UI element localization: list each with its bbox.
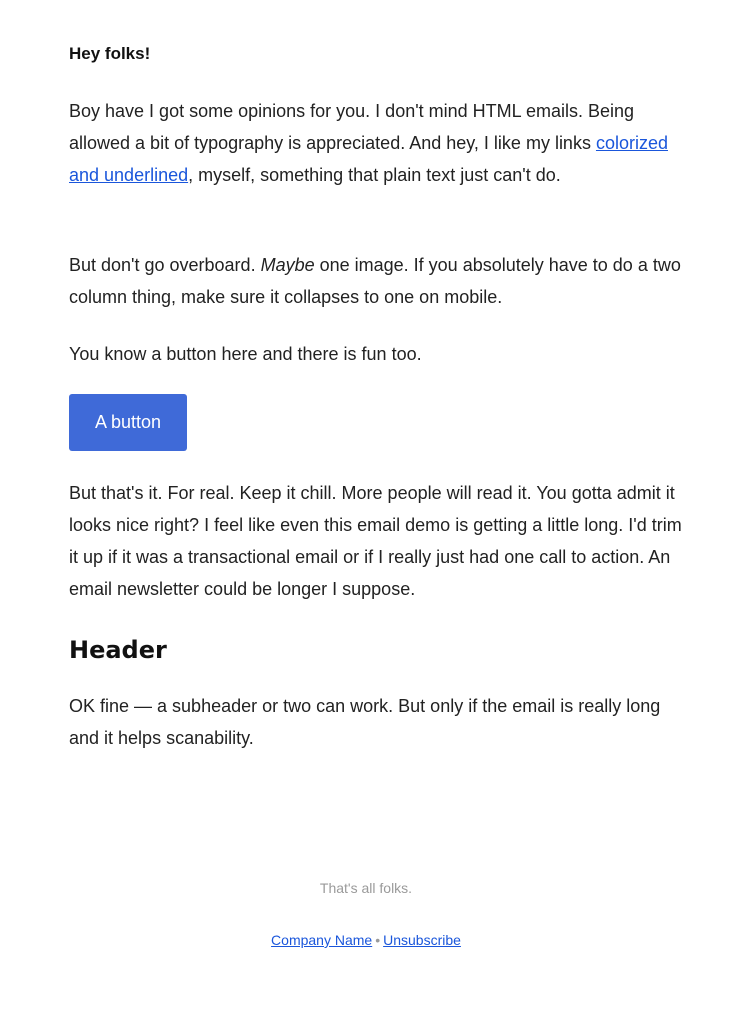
emphasis-text: Maybe xyxy=(260,255,315,275)
colorized-link[interactable]: colorized and underlined xyxy=(69,133,668,185)
paragraph-text: Boy have I got some opinions for you. I don't mind HTML emails. Being allowed a bit of typography is appreciated. And hey, I like my links xyxy=(69,101,635,153)
paragraph-text: , myself, something that plain text just can't do. xyxy=(188,165,561,185)
paragraph-button-intro: You know a button here and there is fun too. xyxy=(69,344,422,364)
paragraph-overboard xyxy=(69,249,689,313)
subheader: Header xyxy=(69,636,167,664)
paragraph-opinions xyxy=(69,95,689,191)
paragraph-keep-chill: But that's it. For real. Keep it chill. More people will read it. You gotta admit it looks nice right? I feel like even this email demo is getting a little long. I'd trim it up if it was a transactional email or if I really just had one call to action. An email newsletter could be longer I suppose. xyxy=(69,483,682,599)
footer-note: That's all folks. xyxy=(319,880,413,896)
cta-button[interactable]: A button xyxy=(69,394,187,451)
footer-links xyxy=(0,932,732,948)
greeting: Hey folks! xyxy=(69,44,151,63)
company-name-link[interactable]: Company Name xyxy=(271,932,373,948)
unsubscribe-link[interactable]: Unsubscribe xyxy=(383,932,461,948)
separator-dot: • xyxy=(375,932,381,948)
paragraph-text: one image. If you absolutely have to do a two column thing, make sure it collapses to one on mobile. xyxy=(69,255,681,307)
paragraph-subheader-note: OK fine — a subheader or two can work. But only if the email is really long and it helps scanability. xyxy=(69,696,661,748)
paragraph-text: But don't go overboard. xyxy=(69,255,261,275)
